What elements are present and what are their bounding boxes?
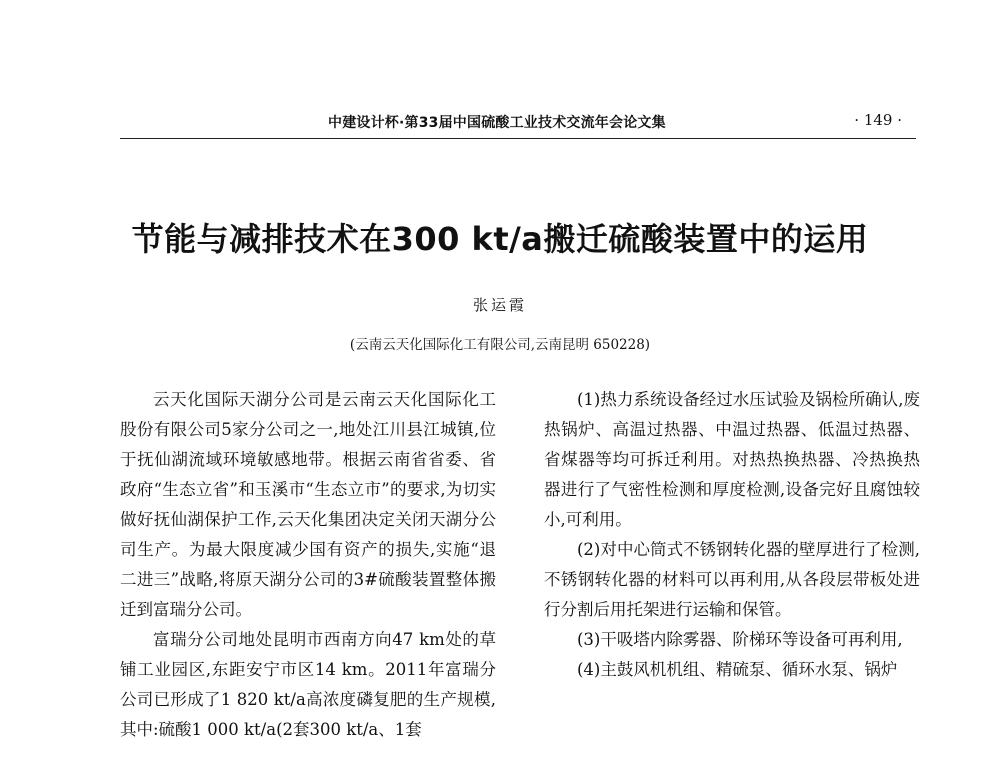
author-name: 张运霞 <box>472 296 527 314</box>
author-affiliation: (云南云天化国际化工有限公司,云南昆明 650228) <box>349 337 651 353</box>
right-column <box>544 385 920 759</box>
journal-title: 中建设计杯·第33届中国硫酸工业技术交流年会论文集 <box>328 115 666 131</box>
paragraph: (2)对中心筒式不锈钢转化器的壁厚进行了检测,不锈钢转化器的材料可以再利用,从各段层带板处进行分割后用托架进行运输和保管。 <box>544 540 920 619</box>
paragraph: (1)热力系统设备经过水压试验及锅检所确认,废热锅炉、高温过热器、中温过热器、低温过热器、省煤器等均可拆迁利用。对热热换热器、冷热换热器进行了气密性检测和厚度检测,设备完好且腐蚀较小,可利用。 <box>544 390 920 529</box>
left-column <box>120 385 496 759</box>
paragraph: (3)干吸塔内除雾器、阶梯环等设备可再利用, <box>577 630 903 649</box>
paper-title: 节能与减排技术在300 kt/a搬迁硫酸装置中的运用 <box>131 220 869 258</box>
running-header <box>120 108 916 139</box>
paragraph: 富瑞分公司地处昆明市西南方向47 km处的草铺工业园区,东距安宁市区14 km。2011年富瑞分公司已形成了1 820 kt/a高浓度磷复肥的生产规模,其中:硫酸1 000 kt/a(2套300 kt/a、1套 <box>120 630 496 739</box>
paragraph: 云天化国际天湖分公司是云南云天化国际化工股份有限公司5家分公司之一,地处江川县江城镇,位于抚仙湖流域环境敏感地带。根据云南省省委、省政府“生态立省”和玉溪市“生态立市”的要求,为切实做好抚仙湖保护工作,云天化集团决定关闭天湖分公司生产。为最大限度减少国有资产的损失,实施“退二进三”战略,将原天湖分公司的3#硫酸装置整体搬迁到富瑞分公司。 <box>120 390 496 619</box>
page-number: · 149 · <box>854 111 902 129</box>
paragraph: (4)主鼓风机机组、精硫泵、循环水泵、锅炉 <box>577 660 898 679</box>
